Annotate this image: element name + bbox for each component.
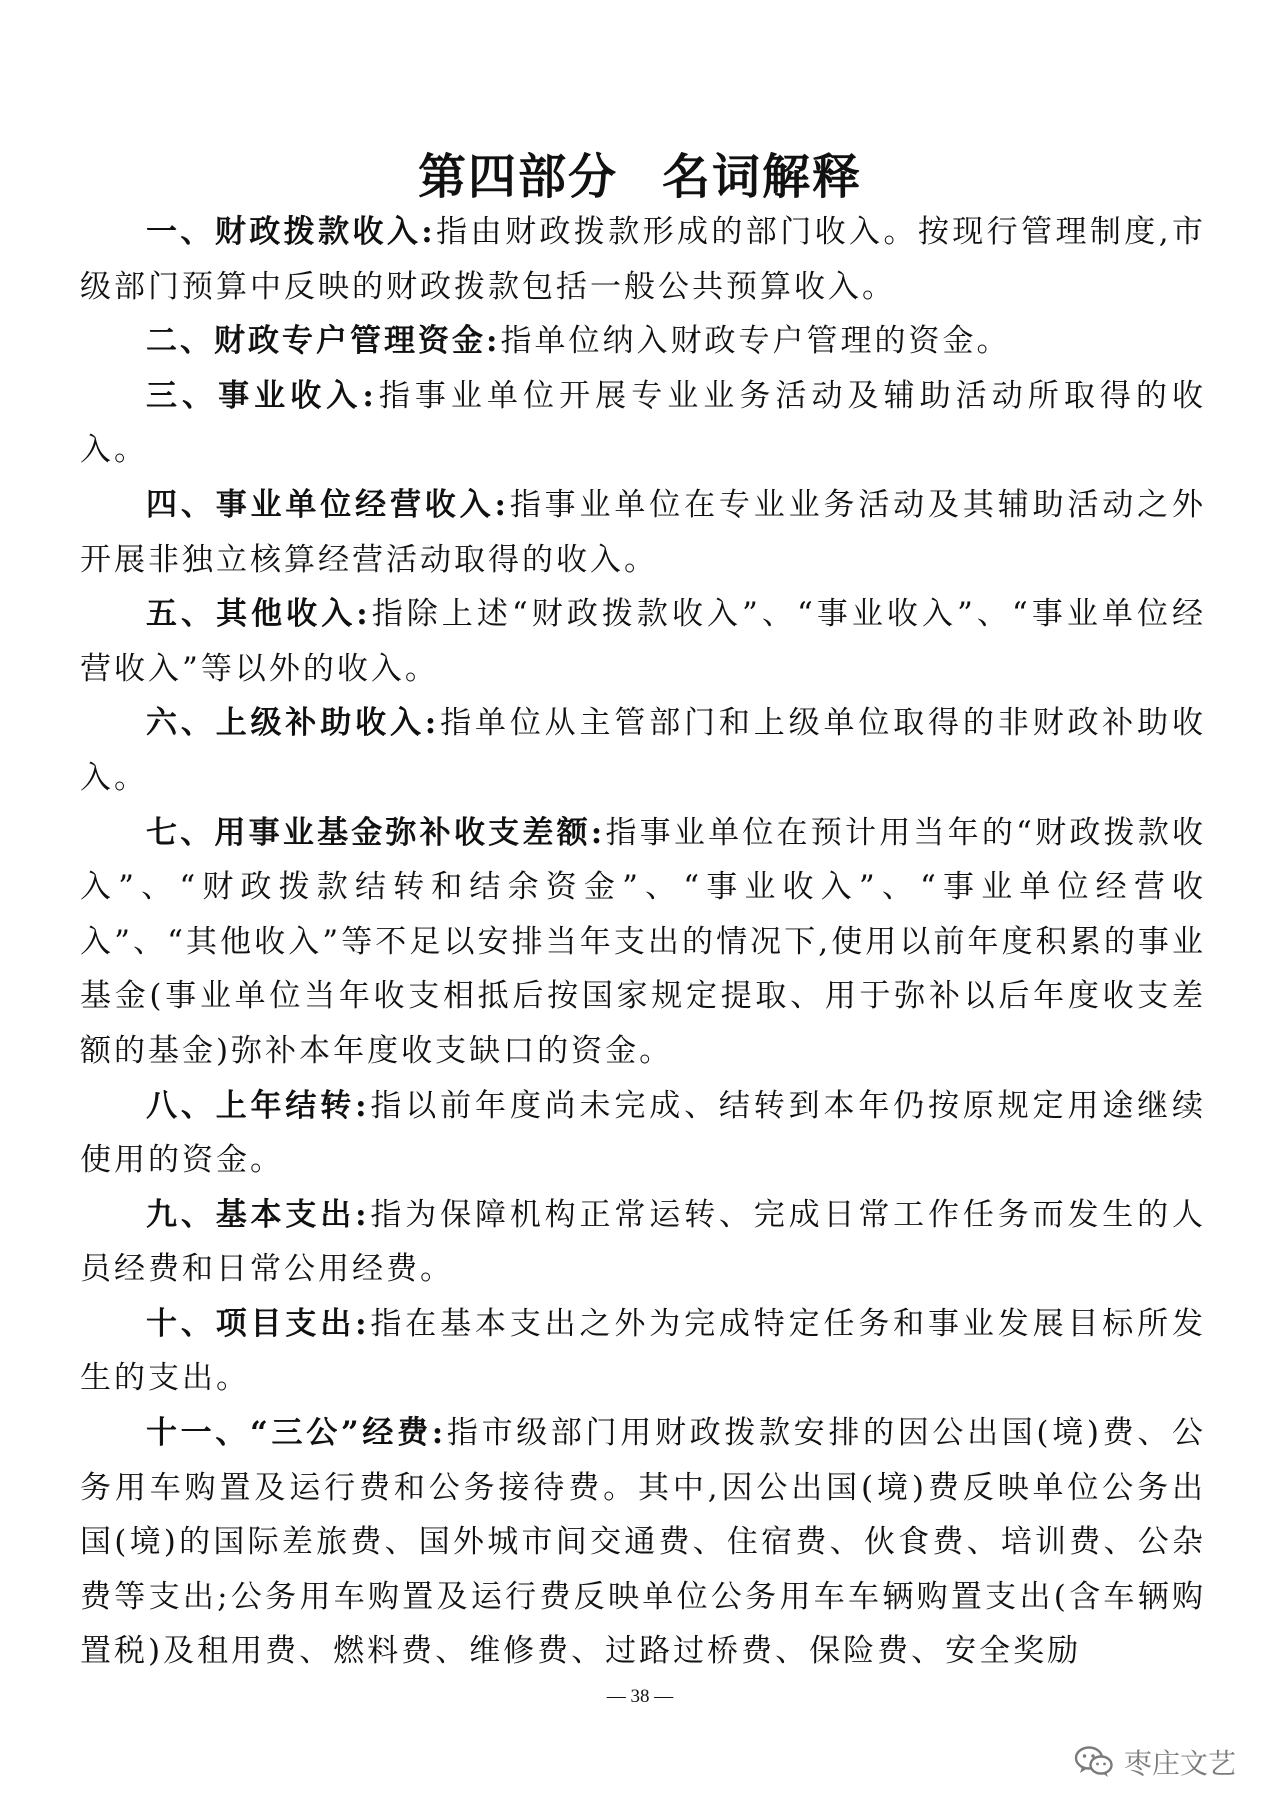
paragraph-1	[80, 205, 1206, 314]
title-part: 第四部分	[417, 149, 618, 205]
term: 二、财政专户管理资金:	[146, 323, 501, 360]
definition: 指单位从主管部门和上级单位取得的非财政补助收入。	[80, 705, 1206, 796]
definition: 指以前年度尚未完成、结转到本年仍按原规定用途继续使用的资金。	[80, 1087, 1206, 1179]
definition: 指由财政拨款形成的部门收入。按现行管理制度,市级部门预算中反映的财政拨款包括一般公共预算收入。	[80, 214, 1206, 305]
account-name: 枣庄文艺	[1123, 1747, 1236, 1780]
term: 一、财政拨款收入:	[146, 214, 436, 250]
paragraph-3	[80, 369, 1206, 478]
term: 三、事业收入:	[146, 377, 377, 414]
definition: 指在基本支出之外为完成特定任务和事业发展目标所发生的支出。	[80, 1305, 1206, 1397]
paragraph-2	[80, 314, 1206, 369]
term: 五、其他收入:	[146, 596, 371, 633]
document-body	[80, 205, 1206, 1679]
watermark	[1074, 1742, 1236, 1782]
paragraph-6	[80, 696, 1206, 805]
paragraph-5	[80, 587, 1206, 696]
definition: 指事业单位开展专业业务活动及辅助活动所取得的收入。	[80, 377, 1206, 469]
term: 六、上级补助收入:	[146, 705, 440, 742]
term: 七、用事业基金弥补收支差额:	[146, 814, 606, 851]
term: 四、事业单位经营收入:	[146, 486, 509, 523]
definition: 指为保障机构正常运转、完成日常工作任务而发生的人员经费和日常公用经费。	[80, 1196, 1206, 1288]
definition: 指事业单位在专业业务活动及其辅助活动之外开展非独立核算经营活动取得的收入。	[80, 486, 1206, 578]
definition: 指单位纳入财政专户管理的资金。	[500, 323, 1011, 360]
paragraph-10	[80, 1297, 1206, 1406]
title-name: 名词解释	[662, 149, 863, 205]
page-title	[0, 138, 1280, 207]
term: 十、项目支出:	[146, 1305, 370, 1342]
paragraph-8	[80, 1079, 1206, 1188]
definition: 指市级部门用财政拨款安排的因公出国(境)费、公务用车购置及运行费和公务接待费。其中,因公出国(境)费反映单位公务出国(境)的国际差旅费、国外城市间交通费、住宿费、伙食费、培训费、公杂费等支出;公务用车购置及运行费反映单位公务用车车辆购置支出(含车辆购置税)及租用费、燃料费、维修费、过路过桥费、保险费、安全奖励	[80, 1415, 1207, 1670]
wechat-icon	[1074, 1745, 1114, 1779]
term: 九、基本支出:	[146, 1196, 370, 1233]
paragraph-9	[80, 1188, 1206, 1297]
paragraph-11	[80, 1406, 1206, 1679]
term: 十一、“三公”经费:	[146, 1415, 447, 1452]
definition: 指除上述“财政拨款收入”、“事业收入”、“事业单位经营收入”等以外的收入。	[80, 596, 1206, 687]
paragraph-4	[80, 478, 1206, 587]
term: 八、上年结转:	[146, 1087, 370, 1124]
paragraph-7	[80, 806, 1206, 1079]
page-number: — 38 —	[606, 1686, 674, 1707]
definition: 指事业单位在预计用当年的“财政拨款收入”、“财政拨款结转和结余资金”、“事业收入”、“事业单位经营收入”、“其他收入”等不足以安排当年支出的情况下,使用以前年度积累的事业基金(事业单位当年收支相抵后按国家规定提取、用于弥补以后年度收支差额的基金)弥补本年度收支缺口的资金。	[80, 814, 1206, 1069]
